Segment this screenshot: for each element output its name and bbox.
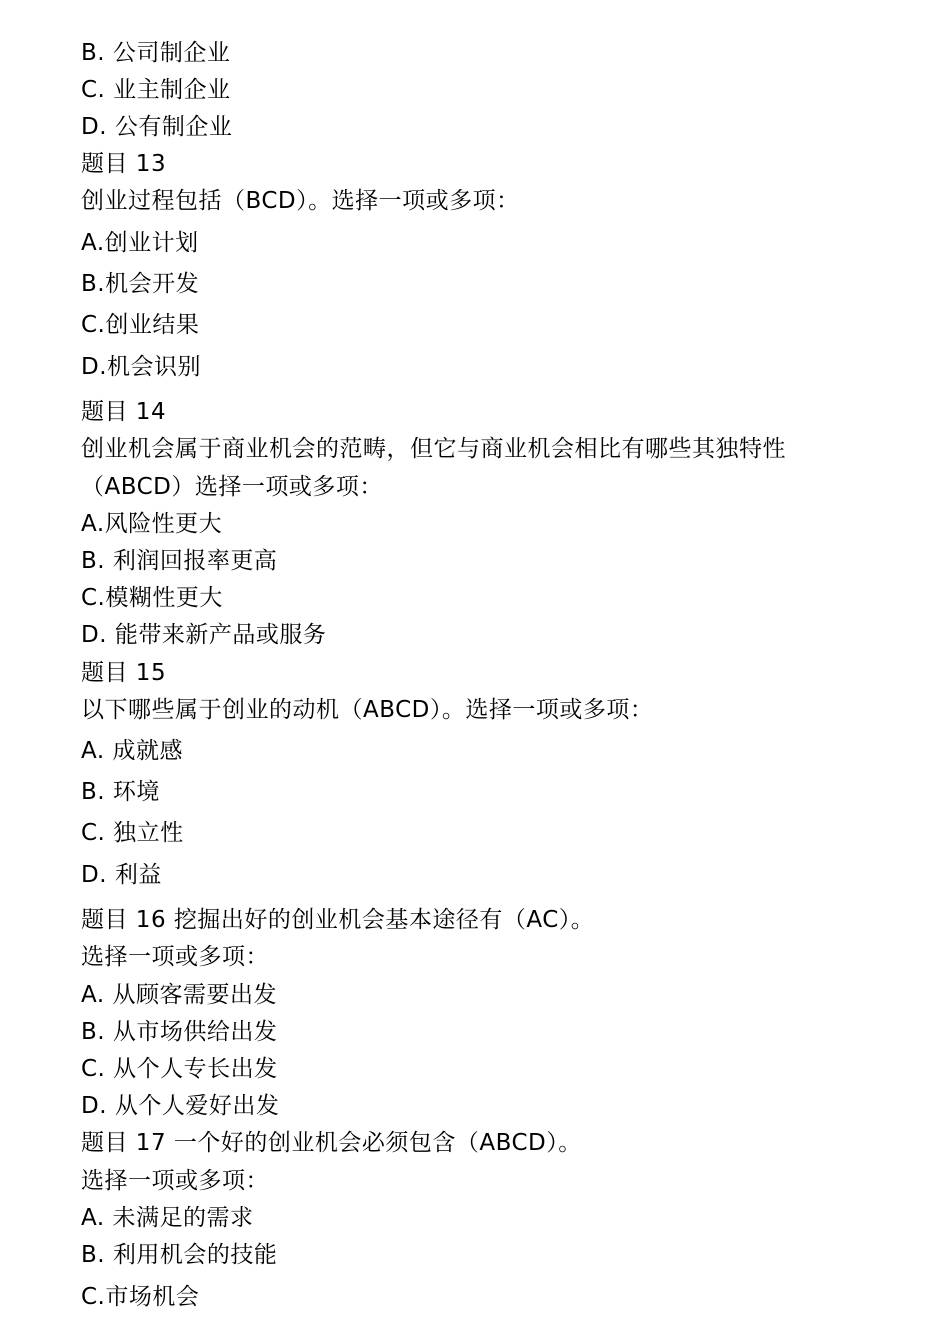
option-b-q15: B. 环境 xyxy=(81,779,160,805)
option-b-q12: B. 公司制企业 xyxy=(81,40,231,66)
option-a-q14: A.风险性更大 xyxy=(81,511,223,537)
option-b-q13: B.机会开发 xyxy=(81,271,200,297)
option-c-q16: C. 从个人专长出发 xyxy=(81,1056,278,1082)
option-b-q17: B. 利用机会的技能 xyxy=(81,1242,278,1268)
question-13-text: 创业过程包括（BCD）。选择一项或多项： xyxy=(81,188,520,214)
question-17-heading: 题目 17 一个好的创业机会必须包含（ABCD）。 xyxy=(81,1130,582,1156)
option-a-q15: A. 成就感 xyxy=(81,738,183,764)
option-c-q15: C. 独立性 xyxy=(81,820,184,846)
question-14-text-cont: （ABCD）选择一项或多项： xyxy=(81,474,383,500)
question-15-text: 以下哪些属于创业的动机（ABCD）。选择一项或多项： xyxy=(81,697,654,723)
question-17-instruction: 选择一项或多项： xyxy=(81,1168,269,1194)
question-14-heading: 题目 14 xyxy=(81,399,167,425)
option-c-q17: C.市场机会 xyxy=(81,1284,200,1310)
question-15-heading: 题目 15 xyxy=(81,660,167,686)
question-16-instruction: 选择一项或多项： xyxy=(81,944,269,970)
question-16-heading: 题目 16 挖掘出好的创业机会基本途径有（AC）。 xyxy=(81,907,595,933)
option-d-q16: D. 从个人爱好出发 xyxy=(81,1093,280,1119)
question-13-heading: 题目 13 xyxy=(81,151,167,177)
option-b-q16: B. 从市场供给出发 xyxy=(81,1019,278,1045)
option-b-q14: B. 利润回报率更高 xyxy=(81,548,278,574)
option-d-q13: D.机会识别 xyxy=(81,354,202,380)
option-a-q13: A.创业计划 xyxy=(81,230,199,256)
option-a-q17: A. 未满足的需求 xyxy=(81,1205,254,1231)
option-c-q13: C.创业结果 xyxy=(81,312,200,338)
option-d-q12: D. 公有制企业 xyxy=(81,114,233,140)
option-c-q14: C.模糊性更大 xyxy=(81,585,223,611)
option-a-q16: A. 从顾客需要出发 xyxy=(81,982,277,1008)
option-d-q14: D. 能带来新产品或服务 xyxy=(81,622,327,648)
option-c-q12: C. 业主制企业 xyxy=(81,77,231,103)
option-d-q15: D. 利益 xyxy=(81,862,162,888)
question-14-text: 创业机会属于商业机会的范畴，但它与商业机会相比有哪些其独特性 xyxy=(81,436,786,462)
